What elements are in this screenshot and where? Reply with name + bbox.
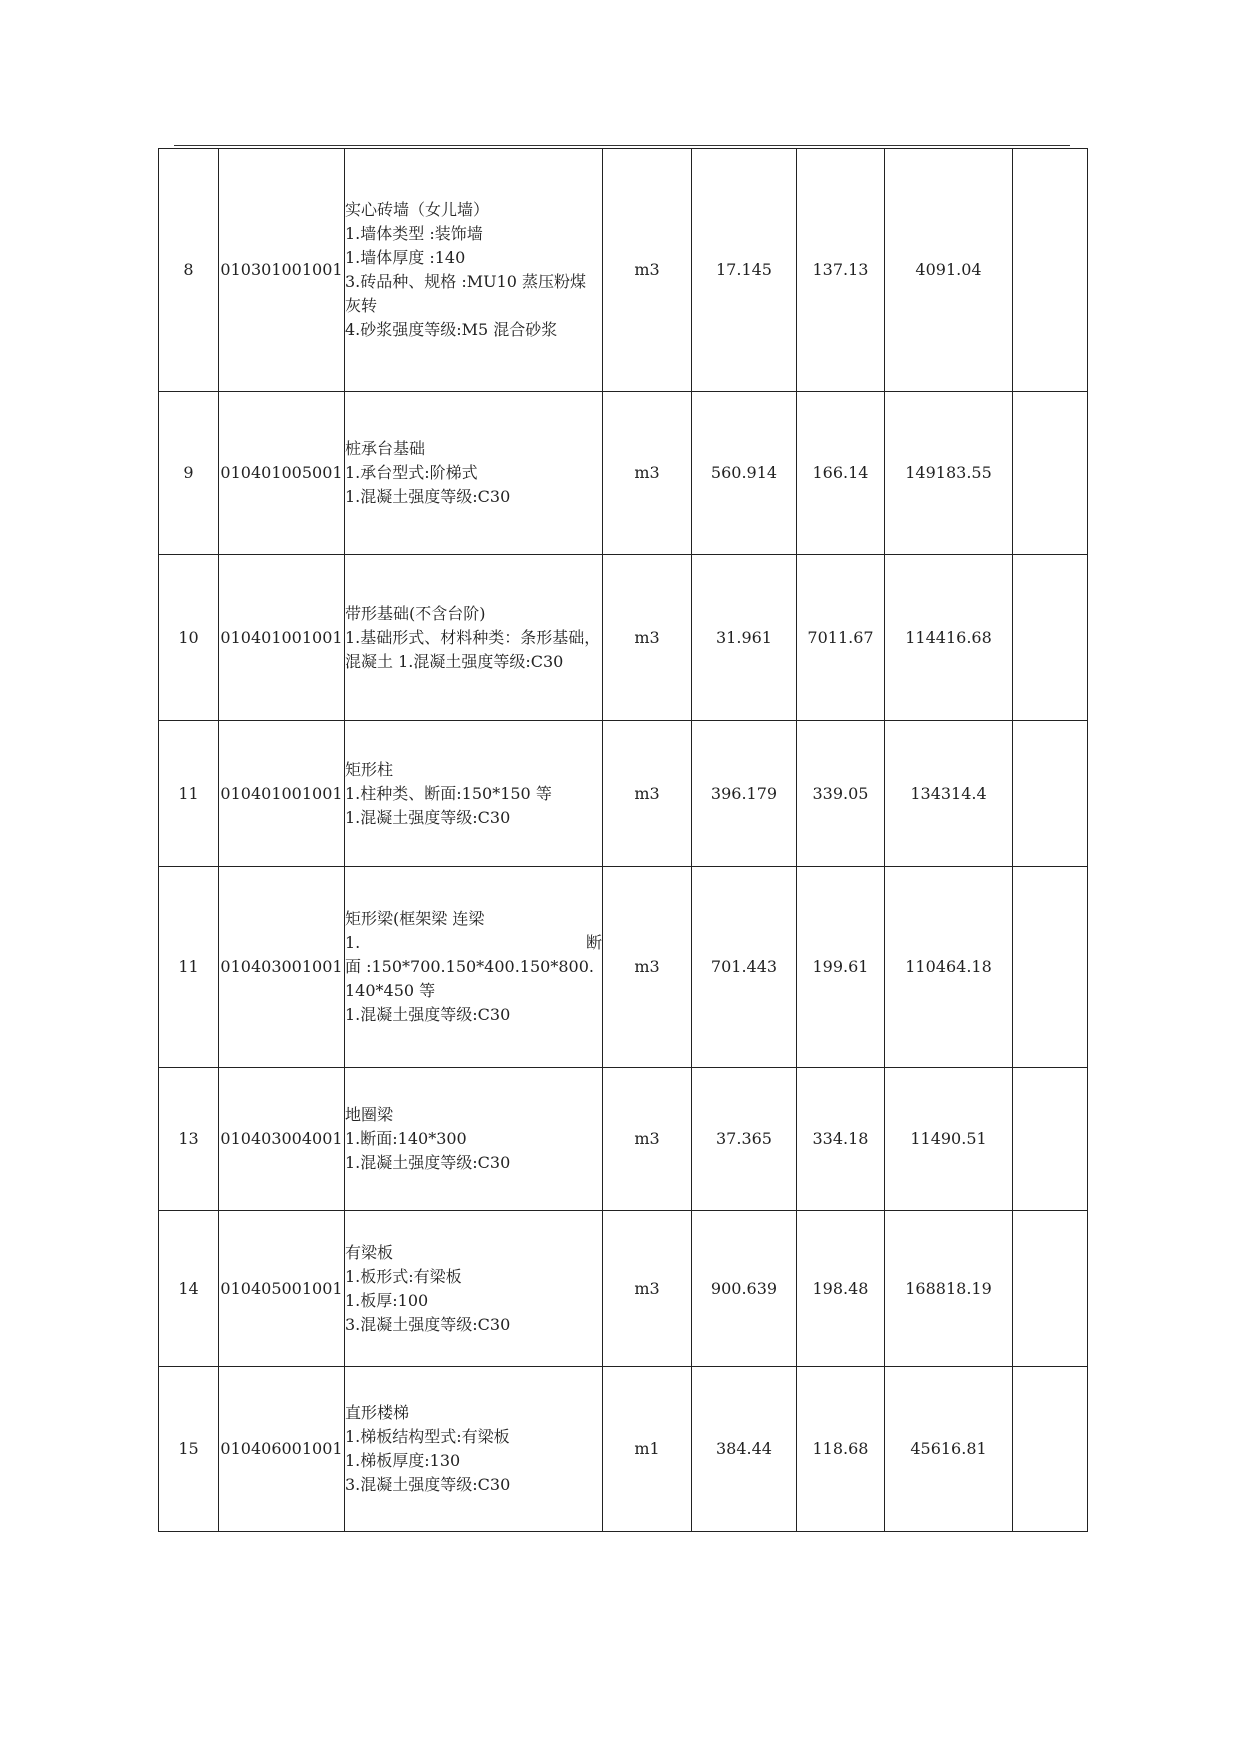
item-number-cell: 13 [159,1068,219,1211]
item-code-cell: 010401001001 [219,555,345,721]
description-line: 直形楼梯 [345,1403,410,1422]
description-line: 1.混凝土强度等级:C30 [345,487,511,506]
item-description-cell [345,392,603,555]
table-row [159,555,1088,721]
unit-price-cell: 198.48 [797,1211,885,1367]
table-row [159,392,1088,555]
total-price-cell: 114416.68 [885,555,1013,721]
remarks-cell [1013,1211,1088,1367]
total-price-cell: 45616.81 [885,1367,1013,1532]
unit-cell: m3 [603,392,692,555]
remarks-cell [1013,1068,1088,1211]
unit-cell: m3 [603,1068,692,1211]
item-number-cell: 11 [159,721,219,867]
description-line: 有梁板 [345,1242,394,1262]
unit-cell: m3 [603,721,692,867]
description-line: 地圈梁 [345,1105,394,1124]
bill-of-quantities-table [158,148,1088,1532]
description-line: 实心砖墙（女儿墙） [345,200,490,219]
total-price-cell: 110464.18 [885,867,1013,1068]
unit-cell: m3 [603,555,692,721]
description-line: 1.混凝土强度等级:C30 [345,1153,511,1172]
description-line: 桩承台基础 [345,439,426,458]
item-description-cell [345,1068,603,1211]
unit-price-cell: 118.68 [797,1367,885,1532]
remarks-cell [1013,721,1088,867]
description-line: 1.墙体类型 :装饰墙 [345,224,483,243]
description-line: 1.柱种类、断面:150*150 等 [345,783,552,803]
description-line: 1.墙体厚度 :140 [345,248,466,267]
description-line: 1.基础形式、材料种类：条形基础，混凝土 1.混凝土强度等级:C30 [345,627,601,671]
table-body [159,149,1088,1532]
table-row [159,149,1088,392]
item-code-cell: 010401005001 [219,392,345,555]
quantity-cell: 31.961 [692,555,797,721]
item-code-cell: 010406001001 [219,1367,345,1532]
item-description-cell [345,1211,603,1367]
description-line: 1.断面:140*300 [345,1129,467,1148]
total-price-cell: 11490.51 [885,1068,1013,1211]
unit-price-cell: 166.14 [797,392,885,555]
item-number-cell: 11 [159,867,219,1068]
description-line: 1.混凝土强度等级:C30 [345,1005,511,1024]
quantity-cell: 701.443 [692,867,797,1068]
total-price-cell: 149183.55 [885,392,1013,555]
description-line: 矩形梁(框架梁 连梁 [345,909,485,928]
description-line: 带形基础(不含台阶) [345,603,486,623]
item-code-cell: 010403004001 [219,1068,345,1211]
item-code-cell: 010401001001 [219,721,345,867]
item-code-cell: 010301001001 [219,149,345,392]
header-rule [174,145,1070,146]
description-line: 1. 断 [345,933,602,952]
quantity-cell: 384.44 [692,1367,797,1532]
table-row [159,1367,1088,1532]
item-code-cell: 010405001001 [219,1211,345,1367]
item-description-cell [345,149,603,392]
item-number-cell: 10 [159,555,219,721]
item-number-cell: 9 [159,392,219,555]
remarks-cell [1013,149,1088,392]
description-line: 3.砖品种、规格 :MU10 蒸压粉煤灰转 [345,272,587,315]
quantity-cell: 37.365 [692,1068,797,1211]
item-description-cell [345,555,603,721]
unit-cell: m3 [603,1211,692,1367]
unit-price-cell: 137.13 [797,149,885,392]
description-line: 面 :150*700.150*400.150*800.140*450 等 [345,957,594,1000]
description-line: 1.承台型式:阶梯式 [345,463,478,482]
unit-cell: m3 [603,867,692,1068]
table-row [159,867,1088,1068]
item-number-cell: 14 [159,1211,219,1367]
item-number-cell: 15 [159,1367,219,1532]
description-line: 3.混凝土强度等级:C30 [345,1314,511,1334]
unit-cell: m1 [603,1367,692,1532]
table-row [159,1068,1088,1211]
remarks-cell [1013,867,1088,1068]
description-line: 1.板厚:100 [345,1290,429,1310]
unit-price-cell: 339.05 [797,721,885,867]
remarks-cell [1013,1367,1088,1532]
unit-price-cell: 199.61 [797,867,885,1068]
description-line: 1.板形式:有梁板 [345,1266,462,1286]
quantity-cell: 560.914 [692,392,797,555]
unit-price-cell: 7011.67 [797,555,885,721]
unit-cell: m3 [603,149,692,392]
item-description-cell [345,1367,603,1532]
description-line: 矩形柱 [345,759,394,779]
item-description-cell [345,721,603,867]
total-price-cell: 134314.4 [885,721,1013,867]
description-line: 1.梯板厚度:130 [345,1451,461,1470]
description-line: 4.砂浆强度等级:M5 混合砂浆 [345,320,558,339]
item-number-cell: 8 [159,149,219,392]
remarks-cell [1013,555,1088,721]
total-price-cell: 168818.19 [885,1211,1013,1367]
item-code-cell: 010403001001 [219,867,345,1068]
remarks-cell [1013,392,1088,555]
total-price-cell: 4091.04 [885,149,1013,392]
quantity-cell: 900.639 [692,1211,797,1367]
quantity-cell: 17.145 [692,149,797,392]
quantity-cell: 396.179 [692,721,797,867]
unit-price-cell: 334.18 [797,1068,885,1211]
description-line: 1.梯板结构型式:有梁板 [345,1427,510,1446]
table-row [159,721,1088,867]
item-description-cell [345,867,603,1068]
description-line: 1.混凝土强度等级:C30 [345,807,511,827]
table-row [159,1211,1088,1367]
description-line: 3.混凝土强度等级:C30 [345,1475,511,1494]
